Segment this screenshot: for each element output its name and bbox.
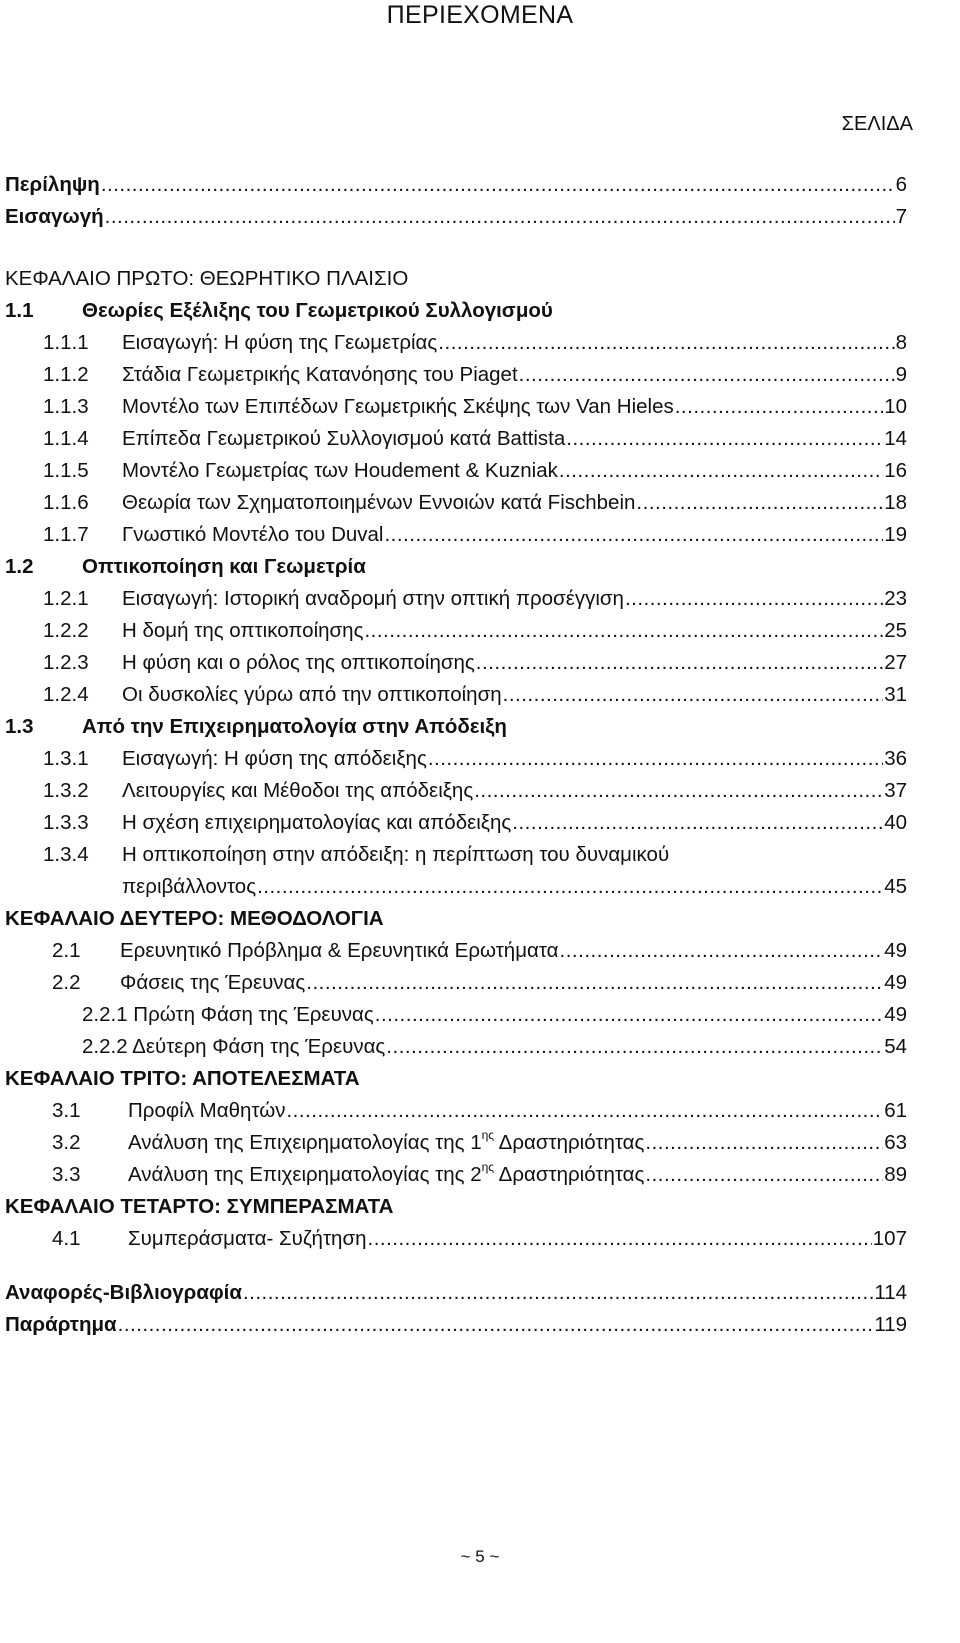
leader-dots: [118, 1311, 874, 1339]
toc-number: 1.2.2: [43, 619, 89, 642]
toc-entry-1-3-2[interactable]: [0, 777, 960, 805]
leader-dots: [476, 649, 883, 677]
toc-number: 1.1.4: [43, 427, 89, 450]
toc-number: 1.3: [5, 715, 34, 738]
leader-dots: [105, 203, 895, 231]
toc-section-1-1[interactable]: [0, 297, 960, 325]
toc-number: 1.3.1: [43, 747, 89, 770]
toc-page: 45: [884, 875, 907, 898]
toc-label: Λειτουργίες και Μέθοδοι της απόδειξης: [122, 779, 474, 802]
toc-label: Συμπεράσματα- Συζήτηση: [128, 1227, 367, 1250]
toc-label: Οπτικοποίηση και Γεωμετρία: [82, 555, 366, 578]
toc-page: 16: [884, 459, 907, 482]
toc-entry-1-3-3[interactable]: [0, 809, 960, 837]
leader-dots: [306, 969, 883, 997]
toc-label-post: Δραστηριότητας: [494, 1131, 645, 1154]
toc-label: Στάδια Γεωμετρικής Κατανόησης του Piaget: [122, 363, 518, 386]
chapter-title: ΚΕΦΑΛΑΙΟ ΤΕΤΑΡΤΟ: ΣΥΜΠΕΡΑΣΜΑΤΑ: [5, 1195, 394, 1218]
toc-page: 40: [884, 811, 907, 834]
toc-page: 27: [884, 651, 907, 674]
leader-dots: [286, 1097, 883, 1125]
chapter-title: ΚΕΦΑΛΑΙΟ ΠΡΩΤΟ: ΘΕΩΡΗΤΙΚΟ ΠΛΑΙΣΙΟ: [5, 267, 409, 290]
toc-number: 2.1: [52, 939, 81, 962]
toc-page: 9: [895, 363, 907, 386]
toc-label: Περίληψη: [5, 173, 100, 196]
leader-dots: [636, 489, 883, 517]
leader-dots: [474, 777, 883, 805]
toc-page: 36: [884, 747, 907, 770]
toc-label: 2.2.2 Δεύτερη Φάση της Έρευνας: [82, 1035, 386, 1058]
leader-dots: [428, 745, 883, 773]
toc-label: Οι δυσκολίες γύρω από την οπτικοποίηση: [122, 683, 502, 706]
toc-entry-1-1-7[interactable]: [0, 521, 960, 549]
toc-label: Ερευνητικό Πρόβλημα & Ερευνητικά Ερωτήματα: [120, 939, 559, 962]
toc-label: Φάσεις της Έρευνας: [120, 971, 306, 994]
leader-dots: [101, 171, 895, 199]
toc-entry-4-1[interactable]: [0, 1225, 960, 1253]
toc-number: 1.1.6: [43, 491, 89, 514]
chapter-heading-1: [0, 265, 960, 293]
toc-entry-1-2-4[interactable]: [0, 681, 960, 709]
toc-page: 23: [884, 587, 907, 610]
toc-label: Μοντέλο Γεωμετρίας των Houdement & Kuzniak: [122, 459, 558, 482]
toc-page: 89: [884, 1163, 907, 1186]
leader-dots: [384, 521, 883, 549]
toc-entry-1-3-1[interactable]: [0, 745, 960, 773]
toc-entry-3-3[interactable]: [0, 1161, 960, 1189]
toc-page: 37: [884, 779, 907, 802]
toc-label: περιβάλλοντος: [122, 875, 257, 898]
toc-number: 1.1.1: [43, 331, 89, 354]
ordinal-superscript: ης: [481, 1161, 495, 1174]
toc-label-pre: Ανάλυση της Επιχειρηματολογίας της 2: [128, 1163, 482, 1186]
toc-entry-1-1-2[interactable]: [0, 361, 960, 389]
toc-label-post: Δραστηριότητας: [494, 1163, 645, 1186]
toc-label: Εισαγωγή: [5, 205, 104, 228]
toc-number: 1.1.2: [43, 363, 89, 386]
toc-label: Θεωρίες Εξέλιξης του Γεωμετρικού Συλλογισμού: [82, 299, 553, 322]
toc-entry-3-1[interactable]: [0, 1097, 960, 1125]
leader-dots: [438, 329, 894, 357]
toc-page: 49: [884, 939, 907, 962]
toc-entry-1-3-4-continued[interactable]: [0, 873, 960, 901]
leader-dots: [243, 1279, 873, 1307]
toc-page: 19: [884, 523, 907, 546]
toc-number: 1.1.5: [43, 459, 89, 482]
toc-entry-1-1-5[interactable]: [0, 457, 960, 485]
toc-entry-1-3-4[interactable]: [0, 841, 960, 869]
page-column-label: ΣΕΛΙΔΑ: [841, 113, 913, 135]
leader-dots: [503, 681, 884, 709]
toc-section-1-3[interactable]: [0, 713, 960, 741]
toc-page: 10: [884, 395, 907, 418]
toc-page: 8: [895, 331, 907, 354]
toc-label: 2.2.1 Πρώτη Φάση της Έρευνας: [82, 1003, 374, 1026]
toc-number: 1.2.1: [43, 587, 89, 610]
toc-label: Εισαγωγή: Η φύση της Γεωμετρίας: [122, 331, 438, 354]
toc-page: 107: [872, 1227, 907, 1250]
leader-dots: [519, 361, 895, 389]
toc-entry-1-1-3[interactable]: [0, 393, 960, 421]
leader-dots: [645, 1161, 883, 1189]
chapter-title: ΚΕΦΑΛΑΙΟ ΤΡΙΤΟ: ΑΠΟΤΕΛΕΣΜΑΤΑ: [5, 1067, 360, 1090]
toc-entry-2-2-2[interactable]: [0, 1033, 960, 1061]
toc-number: 2.2: [52, 971, 81, 994]
toc-page: 63: [884, 1131, 907, 1154]
toc-label: Η δομή της οπτικοποίησης: [122, 619, 364, 642]
toc-number: 1.3.4: [43, 843, 89, 866]
toc-label: Προφίλ Μαθητών: [128, 1099, 286, 1122]
toc-page: 114: [874, 1281, 907, 1304]
toc-label: Μοντέλο των Επιπέδων Γεωμετρικής Σκέψης των Van Hieles: [122, 395, 674, 418]
toc-label: Θεωρία των Σχηματοποιημένων Εννοιών κατά Fischbein: [122, 491, 636, 514]
toc-entry-2-2-1[interactable]: [0, 1001, 960, 1029]
toc-entry-appendix[interactable]: [0, 1311, 960, 1339]
page-title: ΠΕΡΙΕΧΟΜΕΝΑ: [386, 1, 574, 29]
toc-page: 6: [895, 173, 907, 196]
toc-number: 1.1.3: [43, 395, 89, 418]
toc-entry-references[interactable]: [0, 1279, 960, 1307]
toc-page: 31: [884, 683, 907, 706]
toc-entry-1-1-1[interactable]: [0, 329, 960, 357]
toc-number: 1.2.4: [43, 683, 89, 706]
leader-dots: [257, 873, 883, 901]
toc-entry-perilipsi[interactable]: [0, 171, 960, 199]
toc-label: Από την Επιχειρηματολογία στην Απόδειξη: [82, 715, 507, 738]
toc-number: 1.2: [5, 555, 34, 578]
toc-number: 1.2.3: [43, 651, 89, 674]
toc-entry-2-2[interactable]: [0, 969, 960, 997]
chapter-heading-2: [0, 905, 960, 933]
toc-number: 3.1: [52, 1099, 81, 1122]
toc-label: Η σχέση επιχειρηματολογίας και απόδειξης: [122, 811, 512, 834]
toc-number: 3.2: [52, 1131, 81, 1154]
leader-dots: [368, 1225, 872, 1253]
chapter-heading-3: [0, 1065, 960, 1093]
toc-page: 14: [884, 427, 907, 450]
toc-entry-2-1[interactable]: [0, 937, 960, 965]
toc-label: Η φύση και ο ρόλος της οπτικοποίησης: [122, 651, 475, 674]
toc-label: Εισαγωγή: Ιστορική αναδρομή στην οπτική προσέγγιση: [122, 587, 624, 610]
toc-entry-eisagogi[interactable]: [0, 203, 960, 231]
toc-entry-1-2-3[interactable]: [0, 649, 960, 677]
page-number: ~ 5 ~: [460, 1547, 500, 1566]
toc-page: 61: [884, 1099, 907, 1122]
toc-label: Γνωστικό Μοντέλο του Duval: [122, 523, 384, 546]
leader-dots: [675, 393, 883, 421]
leader-dots: [560, 937, 884, 965]
toc-number: 1.3.3: [43, 811, 89, 834]
toc-entry-3-2[interactable]: [0, 1129, 960, 1157]
leader-dots: [566, 425, 883, 453]
toc-label: Η οπτικοποίηση στην απόδειξη: η περίπτωση του δυναμικού: [122, 843, 670, 866]
toc-number: 1.3.2: [43, 779, 89, 802]
toc-label: Εισαγωγή: Η φύση της απόδειξης: [122, 747, 427, 770]
toc-label: [128, 1161, 644, 1189]
toc-number: 1.1.7: [43, 523, 89, 546]
toc-page: 25: [884, 619, 907, 642]
leader-dots: [375, 1001, 883, 1029]
leader-dots: [625, 585, 883, 613]
toc-page: 7: [895, 205, 907, 228]
toc-page: 119: [874, 1313, 907, 1336]
toc-page: 49: [884, 1003, 907, 1026]
toc-label: Αναφορές-Βιβλιογραφία: [5, 1281, 242, 1304]
chapter-title: ΚΕΦΑΛΑΙΟ ΔΕΥΤΕΡΟ: ΜΕΘΟΔΟΛΟΓΙΑ: [5, 907, 384, 930]
toc-label-pre: Ανάλυση της Επιχειρηματολογίας της 1: [128, 1131, 482, 1154]
leader-dots: [645, 1129, 883, 1157]
toc-entry-1-2-1[interactable]: [0, 585, 960, 613]
toc-number: 3.3: [52, 1163, 81, 1186]
toc-number: 4.1: [52, 1227, 81, 1250]
toc-entry-1-1-4[interactable]: [0, 425, 960, 453]
chapter-heading-4: [0, 1193, 960, 1221]
leader-dots: [559, 457, 883, 485]
toc-entry-1-2-2[interactable]: [0, 617, 960, 645]
ordinal-superscript: ης: [481, 1129, 495, 1142]
toc-label: Παράρτημα: [5, 1313, 117, 1336]
toc-page: 18: [884, 491, 907, 514]
toc-section-1-2[interactable]: [0, 553, 960, 581]
toc-number: 1.1: [5, 299, 34, 322]
leader-dots: [364, 617, 883, 645]
leader-dots: [386, 1033, 883, 1061]
toc-entry-1-1-6[interactable]: [0, 489, 960, 517]
toc-label: Επίπεδα Γεωμετρικού Συλλογισμού κατά Battista: [122, 427, 566, 450]
toc-label: [128, 1129, 644, 1157]
toc-page: 49: [884, 971, 907, 994]
toc-page: 54: [884, 1035, 907, 1058]
leader-dots: [512, 809, 883, 837]
